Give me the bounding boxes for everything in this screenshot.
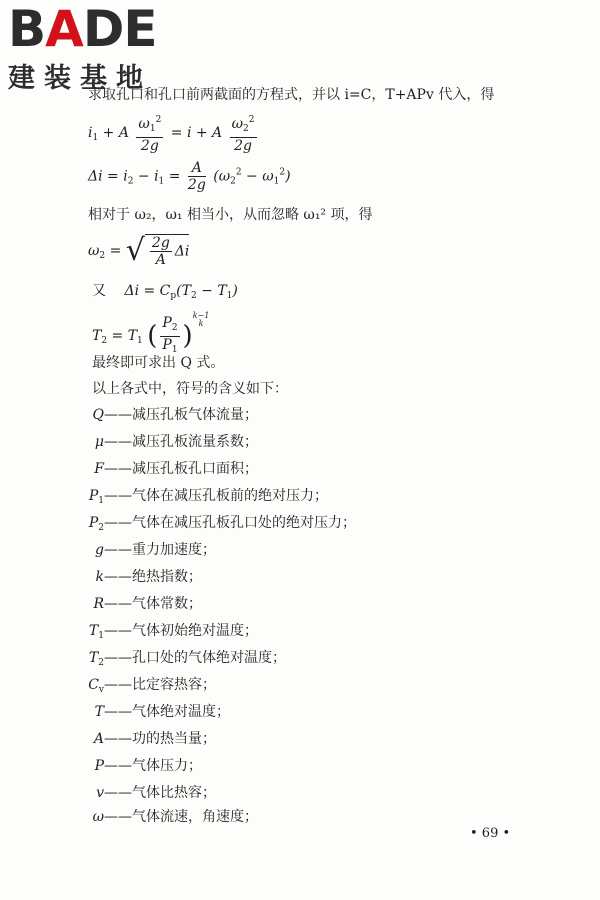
equation-cp: 又 $\Delta i = C_p(T_2 - T_1)$ <box>92 283 238 301</box>
definition-item: $P_2——$气体在减压孔板孔口处的绝对压力； <box>88 515 356 533</box>
intro-text: 求取孔口和孔口前两截面的方程式，并以 i=C，T+APv 代入，得 <box>88 87 495 103</box>
definition-item: R——气体常数； <box>93 596 202 612</box>
meaning-text: 以上各式中，符号的含义如下： <box>92 381 288 397</box>
definition-item: $C_v——$比定容热容； <box>88 677 216 695</box>
equation-energy: $i_1 + A$ $\frac{\omega_1^2}{2g}$ = i + A $\frac{\omega_2^2}{2g}$ <box>88 112 260 154</box>
you-label: 又 <box>92 283 106 299</box>
definition-item: F——减压孔板孔口面积； <box>94 461 258 477</box>
definition-item: P——气体压力； <box>94 758 202 774</box>
definition-item: $P_1——$气体在减压孔板前的绝对压力； <box>88 488 328 506</box>
definition-item: k——绝热指数； <box>95 569 202 585</box>
definition-item: g——重力加速度； <box>95 542 216 558</box>
logo-chinese: 建装基地 <box>8 63 152 94</box>
equation-t2: $T_2 = T_1$ ( $\frac{P_2}{P_1}$ ) k−1 k <box>92 311 210 355</box>
definition-item: v——气体比热容； <box>96 785 216 801</box>
logo <box>8 0 157 95</box>
page-number: • 69 • <box>470 826 511 841</box>
definition-item: $T_1——$气体初始绝对温度； <box>88 623 258 641</box>
definition-item: $T_2——$孔口处的气体绝对温度； <box>88 650 286 668</box>
logo-brand: BADE <box>8 0 157 58</box>
neglect-text: 相对于 ω₂，ω₁ 相当小，从而忽略 ω₁² 项，得 <box>88 207 373 223</box>
final-text: 最终即可求出 Q 式。 <box>92 355 225 371</box>
equation-omega2: $\omega_2$ = √ $\frac{2g}{A}$ Δi <box>88 233 190 268</box>
definition-item: T——气体绝对温度； <box>94 704 230 720</box>
definition-item: Q——减压孔板气体流量； <box>92 407 258 423</box>
definition-item: μ——减压孔板流量系数； <box>94 434 258 450</box>
definition-item: ω——气体流速，角速度； <box>92 809 258 825</box>
equation-delta-i: $\Delta i = i_2 - i_1$ = $\frac{A}{2g}$ $(\omega_2^2 - \omega_1^2)$ <box>88 160 291 193</box>
definition-item: A——功的热当量； <box>93 731 216 747</box>
